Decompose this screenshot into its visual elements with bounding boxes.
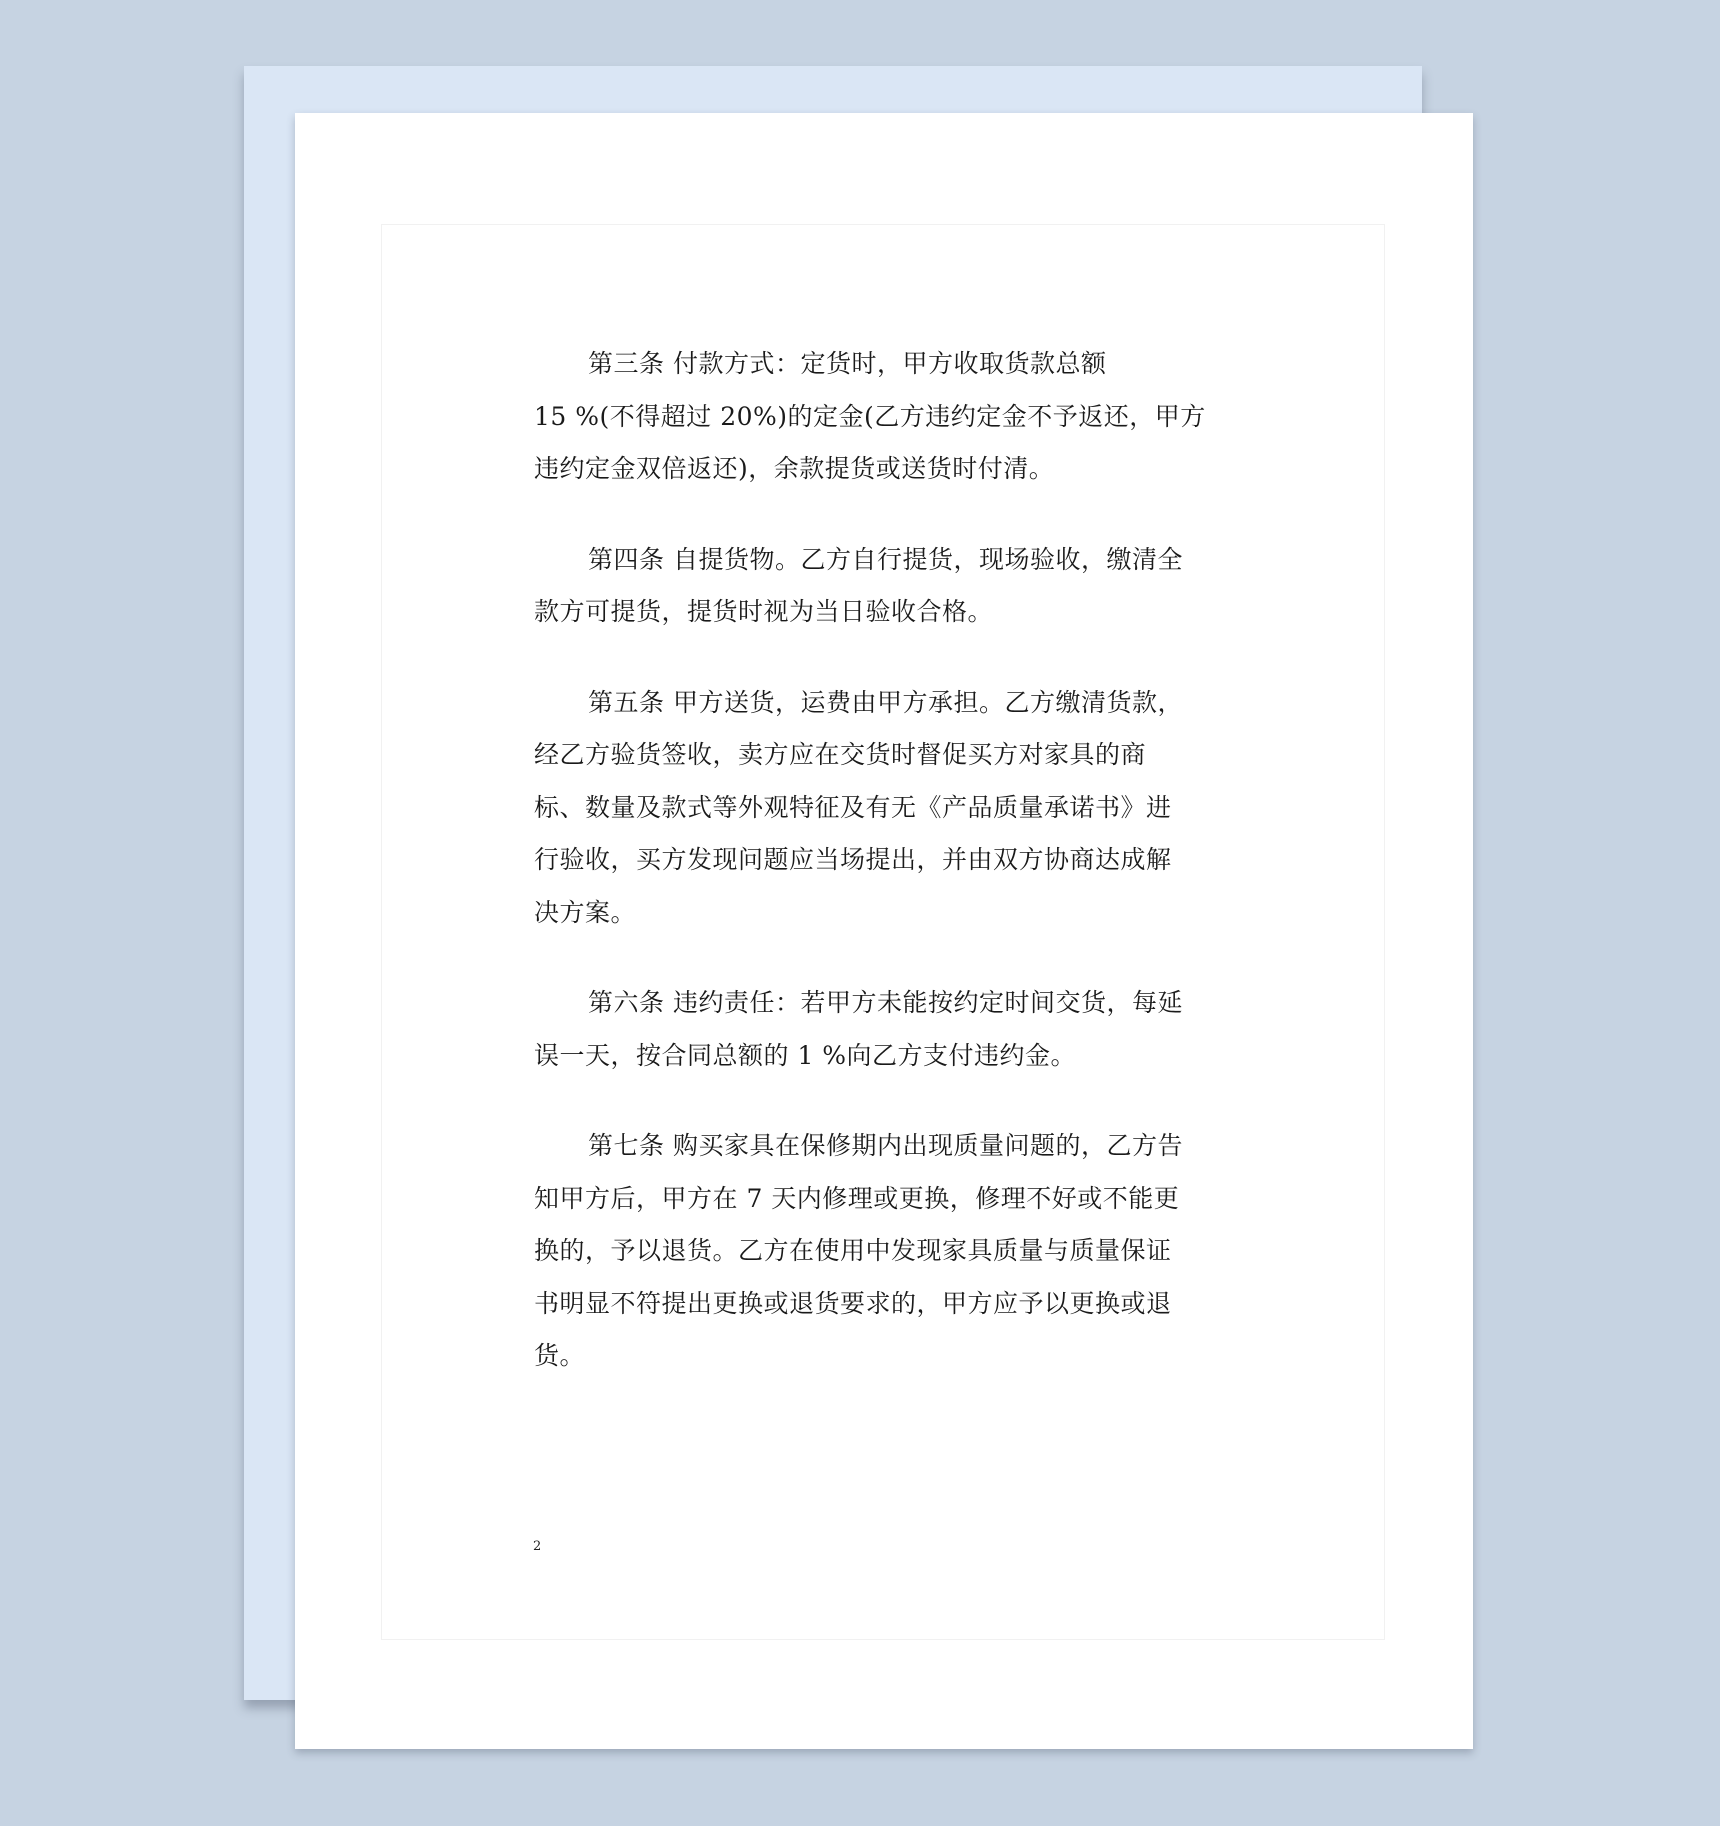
clause-line: 第五条 甲方送货，运费由甲方承担。乙方缴清货款， xyxy=(588,687,1183,717)
clause-line: 标、数量及款式等外观特征及有无《产品质量承诺书》进 xyxy=(534,792,1172,822)
clause-line: 第三条 付款方式：定货时，甲方收取货款总额 xyxy=(588,349,1107,378)
clause-line: 违约定金双倍返还)，余款提货或送货时付清。 xyxy=(534,454,1055,483)
clause-line: 行验收，买方发现问题应当场提出，并由双方协商达成解 xyxy=(534,845,1172,874)
document-page xyxy=(295,113,1473,1749)
clause-line: 15 %(不得超过 20%)的定金(乙方违约定金不予返还，甲方 xyxy=(534,401,1206,431)
clause-line: 书明显不符提出更换或退货要求的，甲方应予以更换或退 xyxy=(534,1288,1172,1318)
page-number: 2 xyxy=(533,1539,542,1554)
clause-line: 第六条 违约责任：若甲方未能按约定时间交货，每延 xyxy=(588,988,1183,1017)
clause-line: 误一天，按合同总额的 1 %向乙方支付违约金。 xyxy=(534,1040,1077,1070)
clause-line: 第七条 购买家具在保修期内出现质量问题的，乙方告 xyxy=(588,1131,1183,1160)
clause-line: 经乙方验货签收，卖方应在交货时督促买方对家具的商 xyxy=(534,740,1147,769)
clause-line: 换的，予以退货。乙方在使用中发现家具质量与质量保证 xyxy=(534,1236,1172,1265)
clause-7 xyxy=(534,1120,1234,1383)
clause-3 xyxy=(534,338,1234,496)
clause-line: 知甲方后，甲方在 7 天内修理或更换，修理不好或不能更 xyxy=(534,1183,1180,1213)
clause-4 xyxy=(534,534,1234,639)
clause-6 xyxy=(534,977,1234,1082)
clause-line: 决方案。 xyxy=(534,897,637,927)
document-body xyxy=(534,338,1234,1421)
clause-5 xyxy=(534,677,1234,940)
clause-line: 货。 xyxy=(534,1341,586,1370)
clause-line: 第四条 自提货物。乙方自行提货，现场验收，缴清全 xyxy=(588,544,1183,574)
clause-line: 款方可提货，提货时视为当日验收合格。 xyxy=(534,597,994,626)
